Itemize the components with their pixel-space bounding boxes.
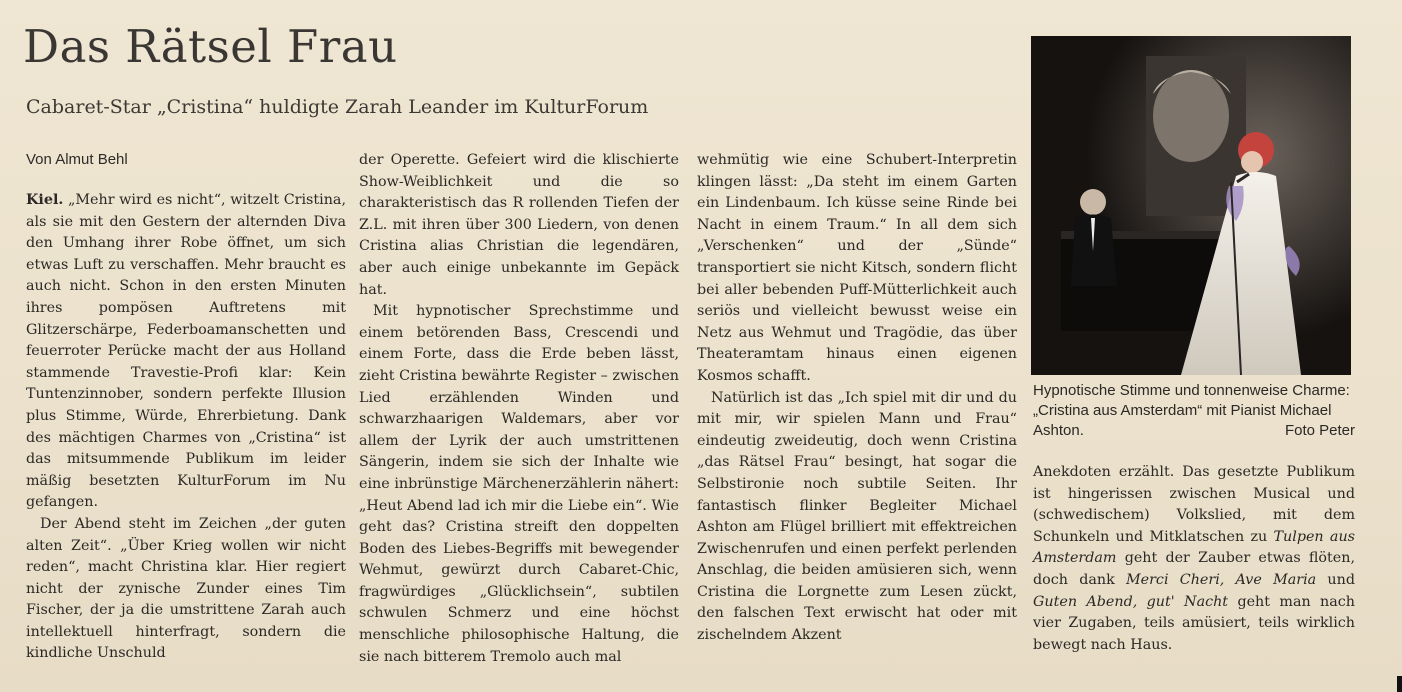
headline: Das Rätsel Frau (23, 20, 398, 73)
dateline: Kiel. (26, 192, 64, 208)
paragraph-text: „Mehr wird es nicht“, witzelt Cristina, als sie mit den Gestern der alternden Diva den Umhang ihrer Robe öffnet, um sich etwas Luft zu verschaffen. Mehr braucht es auch nicht. Schon in den ersten Minuten ihres pompösen Auftretens mit Glitzerschärpe, Federboamanschetten und feuerroter Perücke macht der aus Holland stammende Travestie-Profi klar: Kein Tuntenzinnober, sondern perfekte Illusion plus Stimme, Würde, Ehrerbietung. Dank des mächtigen Charmes von „Cristina“ ist das mitsummende Publikum im leider mäßig besetzten KulturForum im Nu gefangen. (26, 192, 346, 511)
paragraph-text: geht der Zauber etwas flöten, doch dank (1033, 550, 1355, 588)
article-column-2 (359, 150, 679, 668)
paragraph: Mit hypnotischer Sprechstimme und einem betörenden Bass, Crescendi und einem Forte, dass die Erde beben lässt, zieht Cristina bewährte Register – zwischen Lied erzählenden Winden und schwarzhaarigen Waldemars, aber vor allem der Lyrik der auch umstrittenen Sängerin, indem sie sich der Inhalte wie eine inbrünstige Märchenerzählerin nähert: „Heut Abend lad ich mir die Liebe ein“. Wie geht das? Cristina streift den doppelten Boden des Liebes-Begriffs mit bewegender Wehmut, gewürzt durch Cabaret-Chic, fragwürdiges „Glücklichsein“, subtilen schwulen Schmerz und eine höchst menschliche philosophische Haltung, die sie nach bitterem Tremolo auch mal (359, 303, 679, 665)
article-column-1 (26, 190, 346, 665)
paragraph (1033, 462, 1355, 656)
paragraph-text: geht man nach vier Zugaben, teils amüsiert, teils wirklich bewegt nach Haus. (1033, 593, 1355, 653)
article-column-4 (1033, 462, 1355, 656)
pianist (1080, 189, 1106, 215)
scan-edge-mark (1397, 676, 1402, 692)
photo-caption (1033, 381, 1355, 441)
photo-credit: Foto Peter (1284, 422, 1355, 439)
paragraph (26, 190, 346, 514)
paragraph-text: Anekdoten erzählt. Das gesetzte Publikum ist hingerissen zwischen Musical und (schwedischem) Volkslied, mit dem Schunkeln und Mitklatschen zu (1033, 464, 1355, 545)
paragraph: Natürlich ist das „Ich spiel mit dir und du mit mir, wir spielen Mann und Frau“ eindeutig zweideutig, doch wenn Cristina „das Rätsel Frau“ besingt, hat sogar die Selbstironie noch subtile Seiten. Ihr fantastisch flinker Begleiter Michael Ashton am Flügel brilliert mit effektreichen Zwischenrufen und einen perfekt perlenden Anschlag, die beiden amüsieren sich, wenn Cristina die Lorgnette zum Lesen zückt, den falschen Text erwischt hat oder mit zischelndem Akzent (697, 389, 1017, 644)
subheadline: Cabaret-Star „Cristina“ huldigte Zarah Leander im KulturForum (26, 96, 649, 118)
song-title: Tulpen aus Amsterdam (1033, 528, 1355, 567)
article-photo (1031, 36, 1351, 375)
stage-photo-illustration (1031, 36, 1351, 375)
paragraph: der Operette. Gefeiert wird die klischierte Show-Weiblichkeit und die so charakteristisch das R rollenden Tiefen der Z.L. mit ihren über 300 Liedern, von denen Cristina alias Christian die legendären, aber auch einige unbekannte im Gepäck hat. (359, 152, 679, 298)
paragraph: Der Abend steht im Zeichen „der guten alten Zeit“. „Über Krieg wollen wir nicht reden“, macht Christina klar. Hier regiert nicht der zynische Zunder eines Tim Fischer, der ja die umstrittene Zarah auch intellektuell hinterfragt, sondern die kindliche Unschuld (26, 515, 346, 662)
paragraph: wehmütig wie eine Schubert-Interpretin klingen lässt: „Da steht im einem Garten ein Lindenbaum. Ich küsse seine Rinde bei Nacht in einem Traum.“ In all dem sich „Verschenken“ und der „Sünde“ transportiert sie nicht Kitsch, sondern flicht bei aller bebenden Puff-Mütterlichkeit auch seriös und vielleicht bewusst weise ein Netz aus Wehmut und Tragödie, das über Theateramtam hinaus einen eigenen Kosmos schafft. (697, 152, 1017, 384)
byline: Von Almut Behl (26, 151, 128, 168)
song-title: Guten Abend, gut' Nacht (1033, 593, 1229, 610)
caption-text: Hypnotische Stimme und tonnenweise Charme: „Cristina aus Amsterdam“ mit Pianist Michael Ashton. (1033, 382, 1350, 439)
article-column-3 (697, 150, 1017, 647)
song-title: Merci Cheri, Ave Maria (1126, 571, 1317, 588)
paragraph-text: und (1316, 571, 1355, 588)
